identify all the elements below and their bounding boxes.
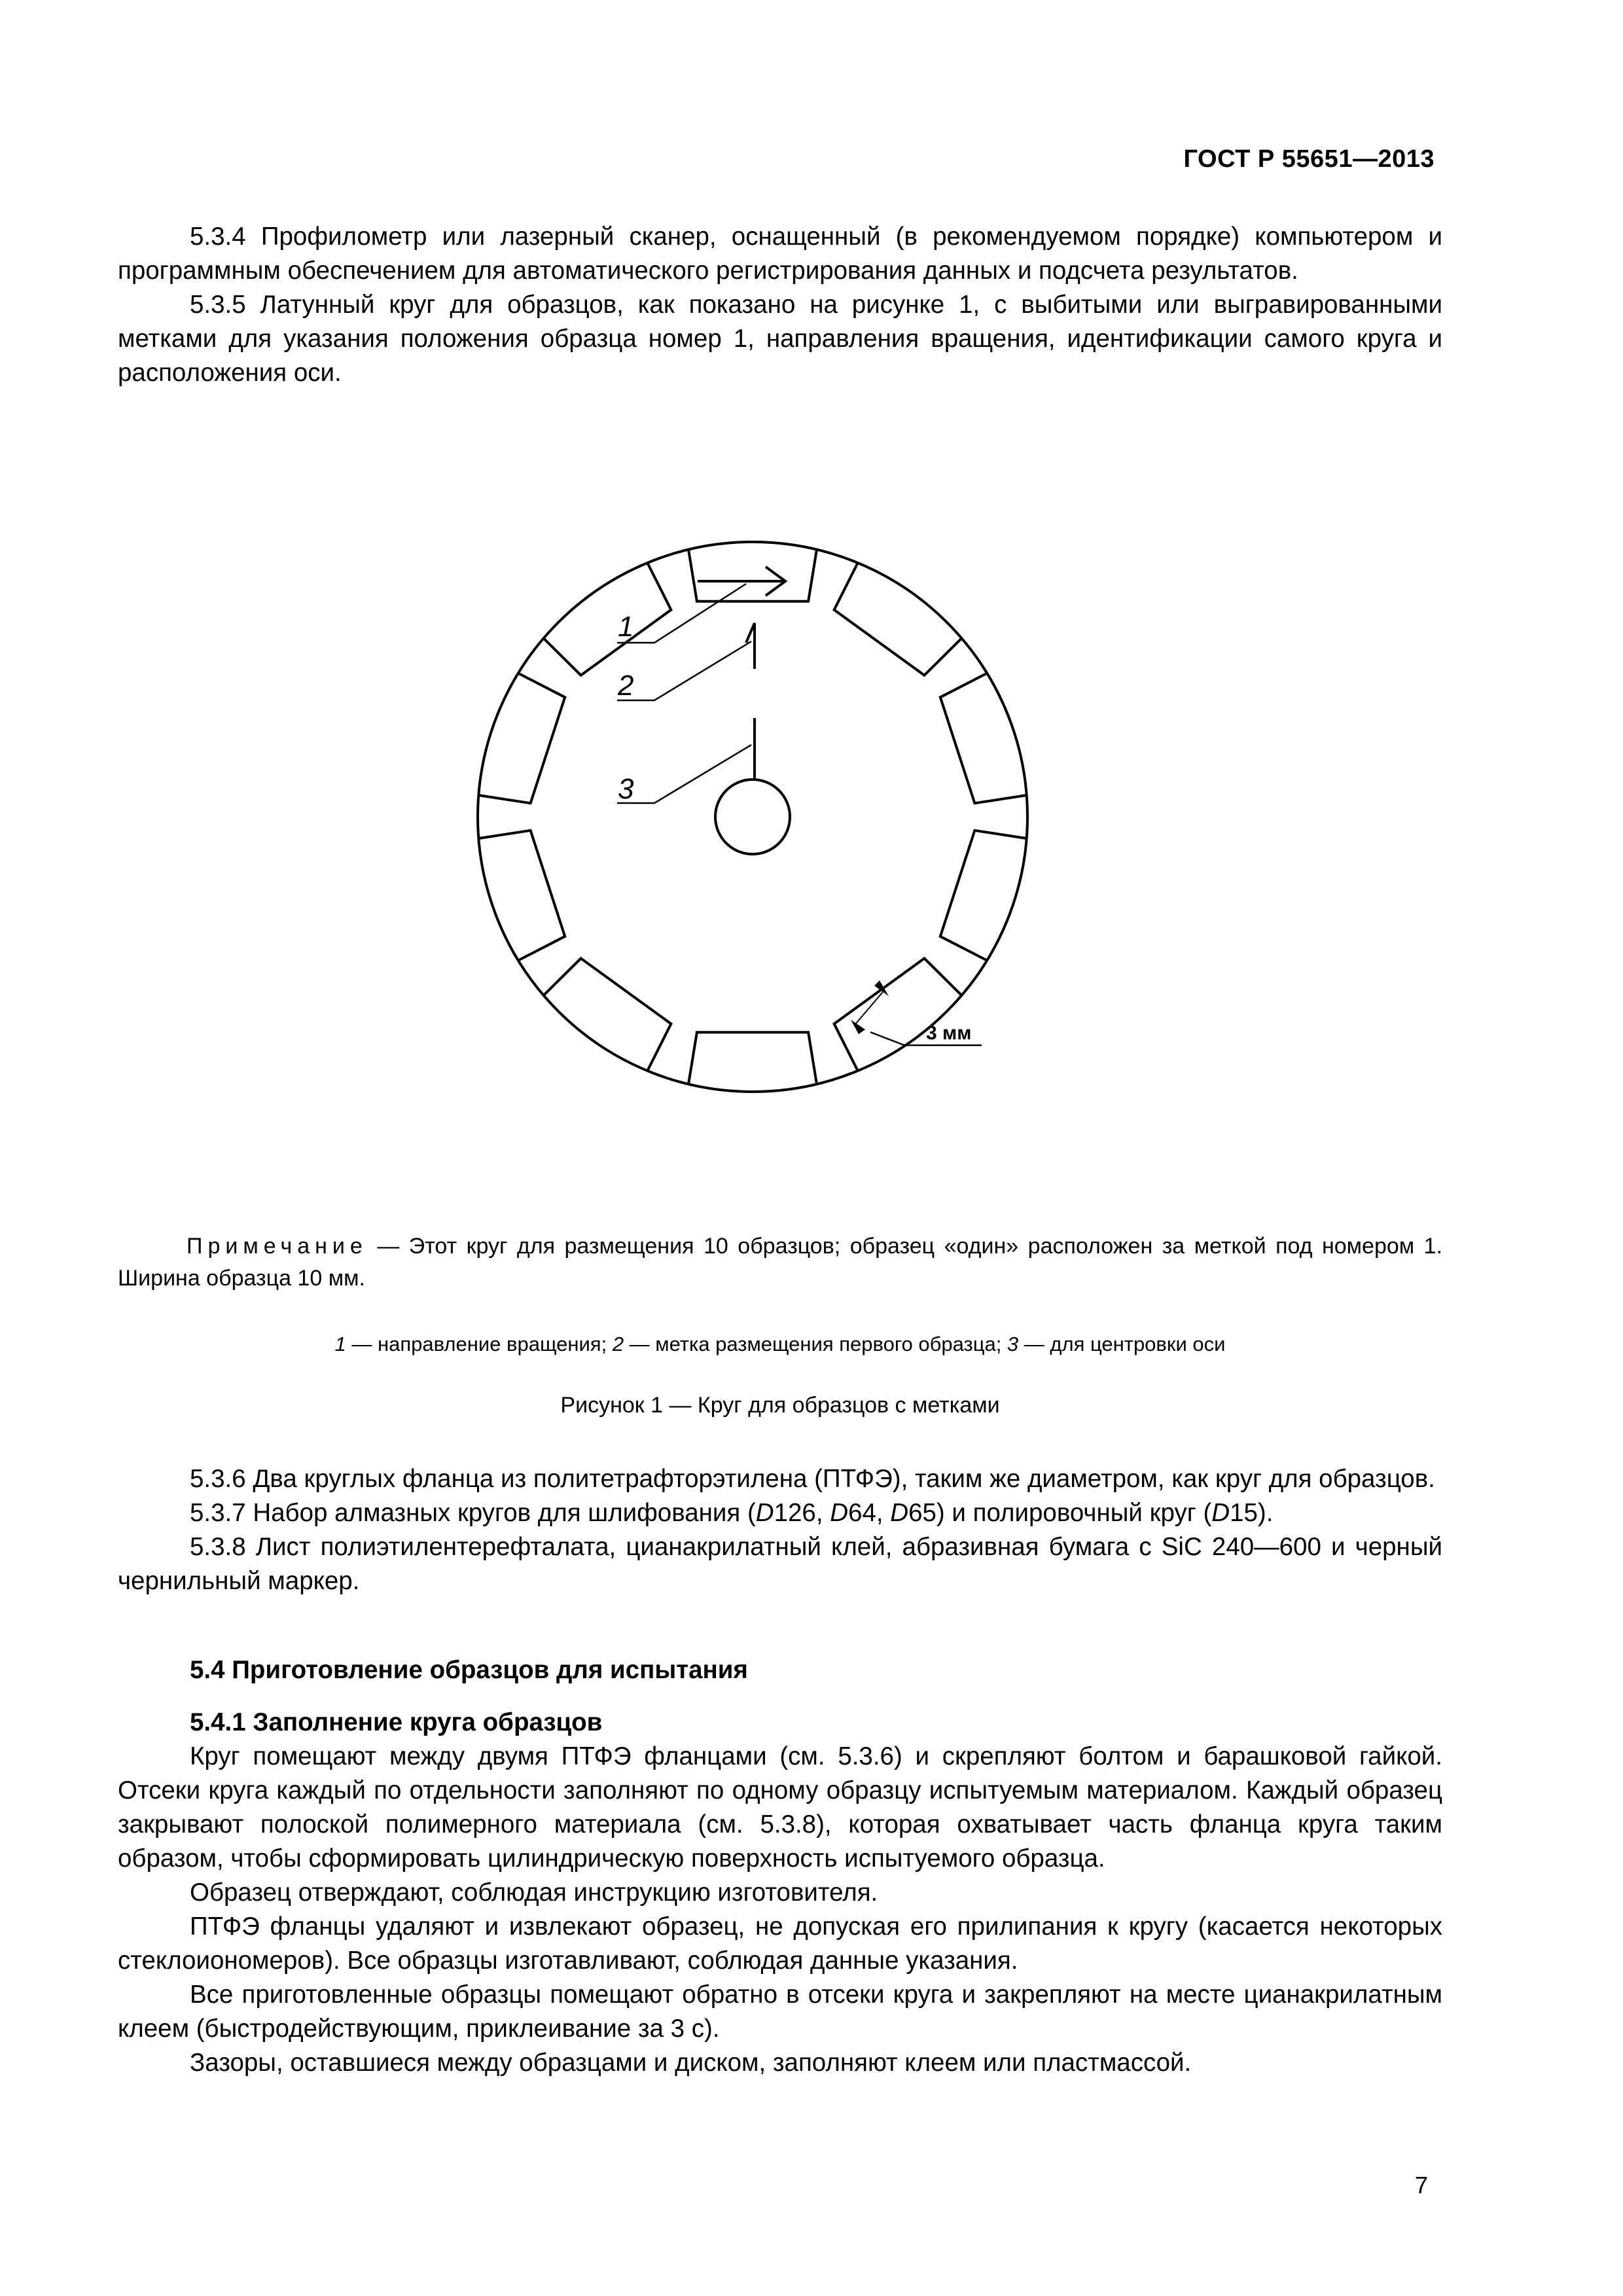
- figure-specimen-disc: [393, 458, 1047, 1152]
- rotation-arrow-mark: [698, 567, 785, 596]
- section-heading-5-4-1: 5.4.1 Заполнение круга образцов: [190, 1708, 603, 1736]
- specimen-slot: [940, 831, 1027, 961]
- body-text-materials: [118, 1462, 1442, 1598]
- legend-num-3: 3: [1007, 1333, 1019, 1355]
- first-specimen-mark: [746, 623, 755, 669]
- paragraph-prep-1: Круг помещают между двумя ПТФЭ фланцами (см. 5.3.6) и скрепляют болтом и барашковой гайкой. Отсеки круга каждый по отдельности заполняют по одному образцу испытуемым материалом. Каждый образец закрывают полоской полимерного материала (см. 5.3.8), которая охватывает часть фланца круга таким образом, чтобы сформировать цилиндрическую поверхность испытуемого образца.: [118, 1742, 1442, 1873]
- paragraph-prep-3: ПТФЭ фланцы удаляют и извлекают образец, не допуская его прилипания к кругу (касается некоторых стеклоиономеров). Все образцы изготавливают, соблюдая данные указания.: [118, 1912, 1442, 1975]
- specimen-slot: [478, 673, 565, 804]
- axis-center-circle: [715, 780, 790, 854]
- specimen-slot: [940, 673, 1027, 804]
- paragraph-prep-4: Все приготовленные образцы помещают обратно в отсеки круга и закрепляют на месте цианакрилатным клеем (быстродействующим, приклеивание за 3 с).: [118, 1981, 1442, 2043]
- paragraph-prep-5: Зазоры, оставшиеся между образцами и диском, заполняют клеем или пластмассой.: [190, 2049, 1192, 2077]
- figure-caption: Рисунок 1 — Круг для образцов с метками: [560, 1393, 1000, 1418]
- intro-text: [118, 220, 1442, 390]
- note-text: — Этот круг для размещения 10 образцов; образец «один» расположен за меткой под номером 1. Ширина образца 10 мм.: [118, 1234, 1442, 1291]
- figure-label-2: 2: [618, 670, 634, 702]
- figure-note: [118, 1230, 1442, 1295]
- leader-lines: [617, 584, 982, 1045]
- specimen-slot: [688, 550, 817, 601]
- figure-label-1: 1: [618, 611, 634, 643]
- marks: [698, 567, 785, 780]
- standard-id: ГОСТ Р 55651—2013: [1183, 145, 1435, 173]
- paragraph-5-3-5: 5.3.5 Латунный круг для образцов, как показано на рисунке 1, с выбитыми или выгравированными метками для указания положения образца номер 1, направления вращения, идентификации самого круга и расположения оси.: [118, 291, 1442, 387]
- specimen-slot: [478, 831, 565, 961]
- paragraph-5-3-8: 5.3.8 Лист полиэтилентерефталата, цианакрилатный клей, абразивная бумага с SiC 240—600 и черный чернильный маркер.: [118, 1533, 1442, 1595]
- section-heading-5-4: 5.4 Приготовление образцов для испытания: [190, 1656, 748, 1684]
- figure-label-3: 3: [618, 773, 634, 805]
- specimen-disc-drawing: [393, 458, 1047, 1152]
- legend-text-3: — для центровки оси: [1018, 1333, 1226, 1355]
- page-number: 7: [1414, 2172, 1428, 2198]
- legend-num-2: 2: [612, 1333, 624, 1355]
- figure-legend: [118, 1333, 1442, 1356]
- paragraph-5-3-7: 5.3.7 Набор алмазных кругов для шлифования (D126, D64, D65) и полировочный круг (D15).: [190, 1499, 1274, 1527]
- note-label: Примечание: [187, 1234, 368, 1259]
- paragraph-5-3-6: 5.3.6 Два круглых фланца из политетрафторэтилена (ПТФЭ), таким же диаметром, как круг для образцов.: [190, 1465, 1435, 1493]
- dimension-label: 3 мм: [926, 1022, 972, 1044]
- paragraph-prep-2: Образец отверждают, соблюдая инструкцию изготовителя.: [190, 1878, 878, 1907]
- paragraph-5-3-4: 5.3.4 Профилометр или лазерный сканер, оснащенный (в рекомендуемом порядке) компьютером и программным обеспечением для автоматического регистрирования данных и подсчета результатов.: [118, 223, 1442, 285]
- legend-text-2: — метка размещения первого образца;: [624, 1333, 1007, 1355]
- specimen-slot: [688, 1032, 817, 1084]
- body-text-preparation: [118, 1740, 1442, 2080]
- legend-num-1: 1: [334, 1333, 346, 1355]
- legend-text-1: — направление вращения;: [346, 1333, 613, 1355]
